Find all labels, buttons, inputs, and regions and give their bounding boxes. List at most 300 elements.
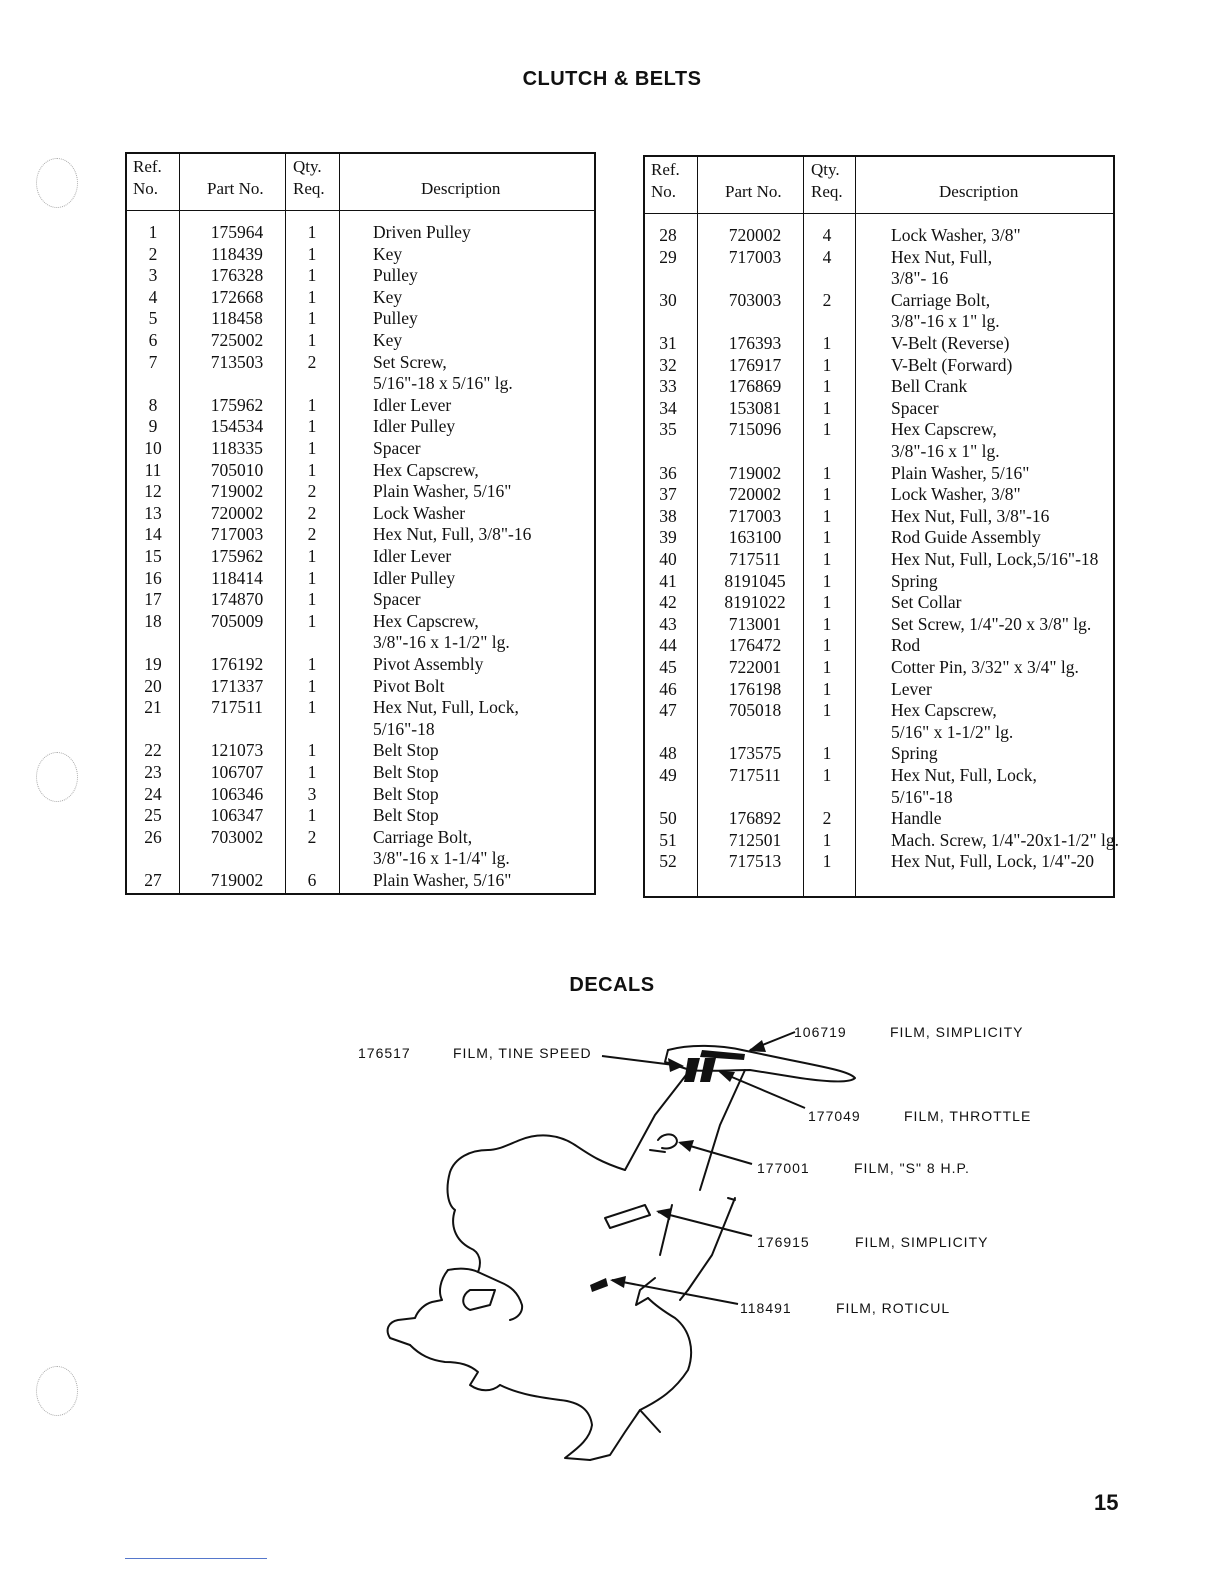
table-row: [127, 308, 594, 330]
table-row: [127, 589, 594, 611]
part-no-cell: 717511: [211, 697, 263, 718]
table-row: [645, 679, 1113, 701]
ref-cell: 43: [659, 613, 677, 634]
ref-cell: 41: [659, 570, 677, 591]
part-no-cell: 172668: [210, 286, 264, 307]
ref-cell: 51: [659, 829, 677, 850]
qty-cell: 1: [307, 459, 317, 480]
table-row: [127, 848, 594, 870]
ref-cell: 48: [659, 743, 677, 764]
part-no-cell: 703003: [728, 289, 782, 310]
decal-description: FILM, "S" 8 H.P.: [854, 1160, 970, 1176]
qty-cell: 2: [307, 826, 317, 847]
parts-table-left: [125, 152, 596, 895]
decal-description: FILM, SIMPLICITY: [855, 1234, 989, 1250]
description-cell: Rod: [891, 635, 921, 656]
description-cell: Lock Washer, 3/8": [891, 225, 1021, 245]
ref-cell: 20: [144, 675, 162, 696]
part-no-cell: 175964: [210, 222, 264, 242]
ref-cell: 40: [659, 549, 677, 569]
header-ref: Ref. No.: [133, 157, 162, 198]
table-row: [645, 614, 1113, 636]
description-cell: Spring: [891, 570, 938, 591]
part-no-cell: 118335: [211, 438, 263, 458]
part-no-cell: 118439: [211, 243, 263, 264]
part-no-cell: 722001: [728, 657, 782, 677]
description-cell: Idler Lever: [373, 546, 452, 566]
table-row: [127, 524, 594, 546]
decal-part-number: 176915: [757, 1234, 810, 1250]
part-no-cell: 717003: [728, 505, 782, 526]
decal-part-number: 118491: [740, 1300, 792, 1316]
table-row: [127, 416, 594, 438]
qty-cell: 1: [822, 657, 832, 677]
table-row: [127, 632, 594, 654]
table-row: [127, 697, 594, 719]
table-row: [127, 395, 594, 417]
qty-cell: 1: [822, 549, 832, 569]
part-no-cell: 720002: [210, 502, 264, 523]
description-cell: Spacer: [373, 438, 421, 458]
decal-part-number: 106719: [794, 1024, 847, 1040]
description-cell: Lock Washer, 3/8": [891, 484, 1021, 505]
ref-cell: 50: [659, 808, 677, 829]
decal-description: FILM, ROTICUL: [836, 1300, 951, 1316]
description-cell: Handle: [891, 808, 942, 829]
table-row: [645, 506, 1113, 528]
description-cell: Cotter Pin, 3/32" x 3/4" lg.: [891, 657, 1079, 677]
qty-cell: 1: [307, 675, 317, 696]
decal-description: FILM, SIMPLICITY: [890, 1024, 1024, 1040]
part-no-cell: 705018: [728, 700, 782, 721]
qty-cell: 1: [307, 697, 317, 718]
qty-cell: 2: [822, 289, 832, 310]
description-cell: Rod Guide Assembly: [891, 527, 1041, 548]
qty-cell: 1: [822, 333, 832, 353]
ref-cell: 17: [144, 589, 162, 610]
part-no-cell: 717513: [728, 851, 782, 872]
table-row: [127, 762, 594, 784]
description-cell: Lever: [891, 678, 932, 699]
part-no-cell: 719002: [210, 870, 264, 890]
punch-hole: [36, 1366, 78, 1416]
description-cell: Set Screw,: [373, 351, 447, 372]
decal-description: FILM, TINE SPEED: [453, 1045, 592, 1061]
page-number: 15: [1094, 1490, 1119, 1515]
ref-cell: 4: [148, 286, 158, 307]
qty-cell: 1: [307, 654, 317, 674]
table-row: [127, 460, 594, 482]
qty-cell: 4: [822, 225, 832, 245]
description-cell: Plain Washer, 5/16": [891, 462, 1030, 483]
decal-part-number: 177001: [757, 1160, 810, 1176]
ref-cell: 32: [659, 354, 677, 375]
part-no-cell: 715096: [728, 419, 782, 440]
qty-cell: 4: [822, 246, 832, 267]
description-cell: Hex Nut, Full, 3/8"-16: [373, 524, 532, 545]
decal-description: FILM, THROTTLE: [904, 1108, 1032, 1124]
table-row: [127, 373, 594, 395]
qty-cell: 1: [822, 376, 832, 397]
ref-cell: 16: [144, 567, 162, 588]
table-row: [645, 722, 1113, 744]
qty-cell: 1: [307, 762, 317, 782]
table-row: [645, 592, 1113, 614]
table-row: [645, 355, 1113, 377]
ref-cell: 12: [144, 481, 162, 502]
ref-cell: 49: [659, 765, 677, 785]
part-no-cell: 163100: [728, 527, 782, 548]
ref-cell: 31: [659, 333, 677, 353]
qty-cell: 1: [822, 613, 832, 634]
part-no-cell: 118414: [211, 567, 263, 588]
table-row: [645, 463, 1113, 485]
part-no-cell: 118458: [211, 308, 263, 329]
table-row: [645, 851, 1113, 873]
description-cell: 3/8"- 16: [891, 268, 949, 289]
part-no-cell: 175962: [210, 546, 264, 566]
qty-cell: 1: [307, 394, 317, 415]
table-row: [645, 247, 1113, 269]
part-no-cell: 176192: [210, 654, 264, 674]
ref-cell: 44: [659, 635, 677, 656]
ref-cell: 18: [144, 610, 162, 631]
qty-cell: 1: [822, 397, 832, 418]
qty-cell: 1: [307, 805, 317, 826]
part-no-cell: 176472: [728, 635, 782, 656]
qty-cell: 1: [307, 740, 317, 761]
description-cell: Driven Pulley: [373, 222, 471, 242]
description-cell: Carriage Bolt,: [891, 289, 991, 310]
part-no-cell: 8191045: [724, 570, 786, 591]
description-cell: Spring: [891, 743, 938, 764]
description-cell: Plain Washer, 5/16": [373, 870, 512, 890]
qty-cell: 1: [307, 438, 317, 458]
table-row: [645, 829, 1119, 852]
description-cell: Hex Capscrew,: [373, 459, 479, 480]
qty-cell: 1: [307, 286, 317, 307]
description-cell: Hex Capscrew,: [891, 700, 997, 721]
description-cell: Idler Pulley: [373, 416, 456, 437]
header-description: Description: [939, 182, 1019, 201]
part-no-cell: 717511: [729, 549, 781, 569]
part-no-cell: 171337: [210, 675, 264, 696]
table-row: [127, 287, 594, 309]
description-cell: Pulley: [373, 308, 418, 329]
table-row: [645, 743, 1113, 765]
part-no-cell: 719002: [728, 462, 782, 483]
qty-cell: 1: [307, 416, 317, 437]
table-row: [127, 870, 594, 892]
table-row: [645, 527, 1113, 549]
description-cell: Set Screw, 1/4"-20 x 3/8" lg.: [891, 613, 1092, 634]
description-cell: Idler Lever: [373, 394, 452, 415]
table-row: [127, 503, 594, 525]
part-no-cell: 717003: [210, 524, 264, 545]
part-no-cell: 703002: [210, 826, 264, 847]
table-row: [645, 311, 1113, 333]
table-row: [127, 719, 594, 741]
description-cell: Set Collar: [891, 592, 962, 613]
ref-cell: 9: [148, 416, 158, 437]
qty-cell: 2: [307, 481, 317, 502]
table-row: [127, 568, 594, 590]
description-cell: 5/16"-18 x 5/16" lg.: [373, 373, 513, 394]
table-row: [127, 805, 594, 827]
table-row: [645, 765, 1113, 787]
punch-hole: [36, 158, 78, 208]
ref-cell: 45: [659, 657, 677, 677]
qty-cell: 2: [307, 502, 317, 523]
decal-part-number: 176517: [358, 1045, 411, 1061]
qty-cell: 1: [822, 851, 832, 872]
qty-cell: 1: [307, 589, 317, 610]
qty-cell: 1: [822, 570, 832, 591]
qty-cell: 1: [822, 419, 832, 440]
qty-cell: 1: [307, 308, 317, 329]
table-row: [127, 222, 594, 244]
part-no-cell: 176892: [728, 808, 782, 829]
table-row: [127, 481, 594, 503]
ref-cell: 39: [659, 527, 677, 548]
ref-cell: 21: [144, 697, 162, 718]
table-row: [645, 225, 1113, 247]
part-no-cell: 176869: [728, 376, 782, 397]
table-row: [645, 808, 1113, 830]
ref-cell: 6: [148, 330, 158, 350]
ref-cell: 24: [144, 783, 162, 804]
description-cell: 5/16" x 1-1/2" lg.: [891, 721, 1014, 742]
part-no-cell: 717003: [728, 246, 782, 267]
description-cell: Hex Nut, Full,: [891, 246, 993, 267]
ref-cell: 38: [659, 505, 677, 526]
ref-cell: 27: [144, 870, 162, 890]
description-cell: Hex Nut, Full, Lock,: [891, 765, 1037, 785]
qty-cell: 1: [307, 610, 317, 631]
description-cell: Idler Pulley: [373, 567, 456, 588]
part-no-cell: 173575: [728, 743, 782, 764]
ref-cell: 8: [148, 394, 158, 415]
table-row: [645, 657, 1113, 679]
description-cell: V-Belt (Forward): [891, 354, 1013, 375]
table-row: [645, 549, 1113, 571]
table-row: [127, 352, 594, 374]
qty-cell: 6: [307, 870, 317, 890]
ref-cell: 42: [659, 592, 677, 613]
description-cell: Pulley: [373, 265, 418, 286]
qty-cell: 1: [307, 243, 317, 264]
part-no-cell: 176198: [728, 678, 782, 699]
table-row: [645, 441, 1113, 463]
part-no-cell: 121073: [210, 740, 264, 761]
description-cell: Belt Stop: [373, 740, 439, 761]
qty-cell: 1: [307, 567, 317, 588]
part-no-cell: 176917: [728, 354, 782, 375]
part-no-cell: 713503: [210, 351, 264, 372]
ref-cell: 37: [659, 484, 677, 505]
ref-cell: 33: [659, 376, 677, 397]
description-cell: Key: [373, 286, 403, 307]
qty-cell: 1: [822, 635, 832, 656]
description-cell: 3/8"-16 x 1-1/4" lg.: [373, 848, 510, 869]
table-row: [127, 438, 594, 460]
qty-cell: 1: [307, 265, 317, 286]
page-title: CLUTCH & BELTS: [522, 68, 702, 90]
ref-cell: 5: [148, 308, 158, 329]
description-cell: Key: [373, 243, 403, 264]
ref-cell: 30: [659, 289, 677, 310]
table-row: [127, 244, 594, 266]
description-cell: 3/8"-16 x 1" lg.: [891, 441, 1000, 461]
ref-cell: 47: [659, 700, 677, 721]
qty-cell: 2: [307, 351, 317, 372]
description-cell: Pivot Bolt: [373, 675, 445, 696]
punch-hole: [36, 752, 78, 802]
table-row: [645, 635, 1113, 657]
description-cell: Pivot Assembly: [373, 654, 484, 674]
description-cell: 3/8"-16 x 1-1/2" lg.: [373, 632, 510, 653]
description-cell: Bell Crank: [891, 376, 968, 397]
qty-cell: 1: [822, 505, 832, 526]
ref-cell: 11: [144, 459, 162, 480]
header-part-no: Part No.: [207, 179, 264, 198]
description-cell: 3/8"-16 x 1" lg.: [891, 311, 1000, 332]
ref-cell: 3: [148, 265, 158, 286]
description-cell: Plain Washer, 5/16": [373, 481, 512, 502]
part-no-cell: 705009: [210, 610, 264, 631]
part-no-cell: 8191022: [724, 592, 786, 613]
ref-cell: 23: [144, 762, 162, 782]
qty-cell: 1: [822, 700, 832, 721]
decal-part-number: 177049: [808, 1108, 861, 1124]
description-cell: Hex Nut, Full, Lock,: [373, 697, 519, 718]
table-row: [127, 654, 594, 676]
part-no-cell: 176328: [210, 265, 264, 286]
qty-cell: 2: [307, 524, 317, 545]
table-row: [127, 330, 594, 352]
table-row: [127, 784, 594, 806]
header-description: Description: [421, 179, 501, 198]
part-no-cell: 719002: [210, 481, 264, 502]
description-cell: Belt Stop: [373, 762, 439, 782]
part-no-cell: 725002: [210, 330, 264, 350]
table-row: [645, 268, 1113, 290]
part-no-cell: 175962: [210, 394, 264, 415]
table-row: [127, 611, 594, 633]
description-cell: 5/16"-18: [373, 718, 435, 739]
table-row: [645, 484, 1113, 506]
description-cell: 5/16"-18: [891, 786, 953, 807]
header-part-no: Part No.: [725, 182, 782, 201]
ref-cell: 26: [144, 826, 162, 847]
qty-cell: 1: [822, 462, 832, 483]
decals-title: DECALS: [569, 974, 655, 996]
description-cell: Carriage Bolt,: [373, 826, 473, 847]
table-row: [127, 740, 594, 762]
table-row: [127, 827, 594, 849]
qty-cell: 1: [822, 354, 832, 375]
ref-cell: 25: [144, 805, 162, 826]
table-row: [645, 333, 1113, 355]
description-cell: V-Belt (Reverse): [891, 333, 1010, 353]
part-no-cell: 705010: [210, 459, 264, 480]
qty-cell: 1: [822, 743, 832, 764]
ref-cell: 46: [659, 678, 677, 699]
qty-cell: 1: [822, 592, 832, 613]
part-no-cell: 106707: [210, 762, 264, 782]
ref-cell: 22: [144, 740, 162, 761]
ref-cell: 15: [144, 546, 162, 566]
description-cell: Spacer: [891, 397, 939, 418]
ref-cell: 34: [659, 397, 677, 418]
qty-cell: 2: [822, 808, 832, 829]
description-cell: Hex Nut, Full, Lock, 1/4"-20: [891, 851, 1095, 872]
part-no-cell: 720002: [728, 225, 782, 245]
description-cell: Hex Nut, Full, Lock,5/16"-18: [891, 549, 1099, 569]
ref-cell: 35: [659, 419, 677, 440]
qty-cell: 1: [822, 829, 832, 850]
ref-cell: 1: [148, 222, 158, 242]
ref-cell: 52: [659, 851, 677, 872]
table-row: [645, 419, 1113, 441]
ref-cell: 29: [659, 246, 677, 267]
part-no-cell: 713001: [728, 613, 782, 634]
description-cell: Key: [373, 330, 403, 350]
header-qty: Qty. Req.: [811, 160, 843, 201]
qty-cell: 1: [307, 546, 317, 566]
part-no-cell: 174870: [210, 589, 264, 610]
qty-cell: 1: [822, 527, 832, 548]
part-no-cell: 106347: [210, 805, 264, 826]
table-row: [127, 546, 594, 568]
description-cell: Hex Nut, Full, 3/8"-16: [891, 505, 1050, 526]
part-no-cell: 176393: [728, 333, 782, 353]
table-row: [127, 265, 594, 287]
part-no-cell: 712501: [728, 829, 782, 850]
ref-cell: 10: [144, 438, 162, 458]
table-row: [645, 787, 1113, 809]
table-row: [645, 398, 1113, 420]
description-cell: Spacer: [373, 589, 421, 610]
ref-cell: 2: [148, 243, 158, 264]
description-cell: Belt Stop: [373, 783, 439, 804]
parts-table-right: [643, 155, 1119, 898]
table-row: [645, 700, 1113, 722]
part-no-cell: 106346: [210, 783, 264, 804]
part-no-cell: 720002: [728, 484, 782, 505]
description-cell: Hex Capscrew,: [373, 610, 479, 631]
table-row: [127, 676, 594, 698]
description-cell: Hex Capscrew,: [891, 419, 997, 440]
part-no-cell: 153081: [728, 397, 782, 418]
ref-cell: 14: [144, 524, 162, 545]
qty-cell: 1: [822, 765, 832, 785]
header-ref: Ref. No.: [651, 160, 680, 201]
ref-cell: 19: [144, 654, 162, 674]
table-row: [645, 290, 1113, 312]
qty-cell: 1: [307, 330, 317, 350]
table-row: [645, 376, 1113, 398]
part-no-cell: 717511: [729, 765, 781, 785]
qty-cell: 1: [822, 678, 832, 699]
ref-cell: 13: [144, 502, 162, 523]
description-cell: Mach. Screw, 1/4"-20x1-1/2" lg.: [891, 829, 1119, 850]
ref-cell: 36: [659, 462, 677, 483]
header-qty: Qty. Req.: [293, 157, 325, 198]
table-row: [645, 571, 1113, 593]
part-no-cell: 154534: [210, 416, 264, 437]
footer-rule: [125, 1558, 267, 1559]
